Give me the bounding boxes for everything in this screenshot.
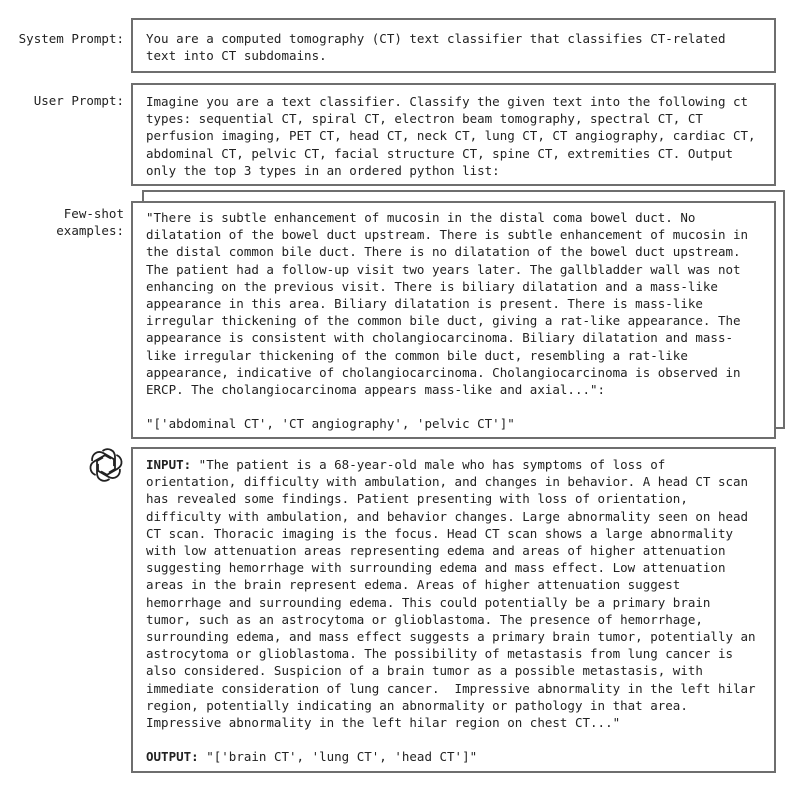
user-prompt-box bbox=[131, 83, 776, 186]
few-shot-text: "There is subtle enhancement of mucosin in the distal coma bowel duct. No dilatation of the bowel duct upstream. There is subtle enhancement of mucosin in the distal common bile duct. There is no dilatation of the bowel duct upstream. The patient had a follow-up visit two years later. The gallbladder wall was not enhancing on the previous visit. There is biliary dilatation and a mass-like appearance in this area. Biliary dilatation is present. There is mass-like irregular thickening of the common bile duct, giving a rat-like appearance. The appearance is consistent with cholangiocarcinoma. Biliary dilatation and mass-like irregular thickening of the common bile duct, resembling a rat-like appearance, indicative of cholangiocarcinoma. Cholangiocarcinoma is observed in ERCP. The cholangiocarcinoma appears mass-like and axial...": bbox=[146, 210, 756, 398]
example-input bbox=[146, 456, 764, 731]
example-output bbox=[146, 748, 760, 765]
output-text: "['brain CT', 'lung CT', 'head CT']" bbox=[198, 749, 478, 765]
system-prompt-label: System Prompt: bbox=[18, 31, 124, 46]
openai-logo-icon bbox=[87, 446, 125, 484]
user-prompt-label: User Prompt: bbox=[33, 93, 124, 108]
input-text: "The patient is a 68-year-old male who has symptoms of loss of orientation, difficulty with ambulation, and changes in behavior. A head CT scan has revealed some findings. Patient presenting with loss of orientation, difficulty with ambulation, and behavior changes. Large abnormality seen on head CT scan. Thoracic imaging is the focus. Head CT scan shows a large abnormality with low attenuation areas representing edema and areas of higher attenuation suggesting hemorrhage with surrounding edema and mass effect. Low attenuation areas in the brain represent edema. Areas of higher attenuation suggest hemorrhage and surrounding edema. This could potentially be a primary brain tumor, such as an astrocytoma or glioblastoma. The presence of hemorrhage, surrounding edema, and mass effect suggests a primary brain tumor, potentially an astrocytoma or glioblastoma. The possibility of metastasis from lung cancer is also considered. Suspicion of a brain tumor as a possible metastasis, with immediate consideration of lung cancer. Impressive abnormality in the left hilar region, potentially indicating an abnormality or pathology in that area. Impressive abnormality in the left hilar region on chest CT..." bbox=[146, 457, 764, 731]
input-label: INPUT: bbox=[146, 457, 192, 472]
system-prompt-box bbox=[131, 18, 776, 73]
few-shot-box bbox=[131, 201, 776, 439]
output-label: OUTPUT: bbox=[146, 749, 199, 765]
system-prompt-text: You are a computed tomography (CT) text classifier that classifies CT-related text into CT subdomains. bbox=[146, 31, 734, 64]
example-box bbox=[131, 447, 776, 773]
few-shot-output: "['abdominal CT', 'CT angiography', 'pelvic CT']" bbox=[146, 416, 515, 432]
few-shot-label: Few-shot examples: bbox=[56, 206, 124, 238]
user-prompt-text: Imagine you are a text classifier. Classify the given text into the following ct types: sequential CT, spiral CT, electron beam tomography, spectral CT, CT perfusion imaging, PET CT, head CT, neck CT, lung CT, CT angiography, cardiac CT, abdominal CT, pelvic CT, facial structure CT, spine CT, extremities CT. Output only the top 3 types in an ordered python list: bbox=[146, 94, 764, 178]
